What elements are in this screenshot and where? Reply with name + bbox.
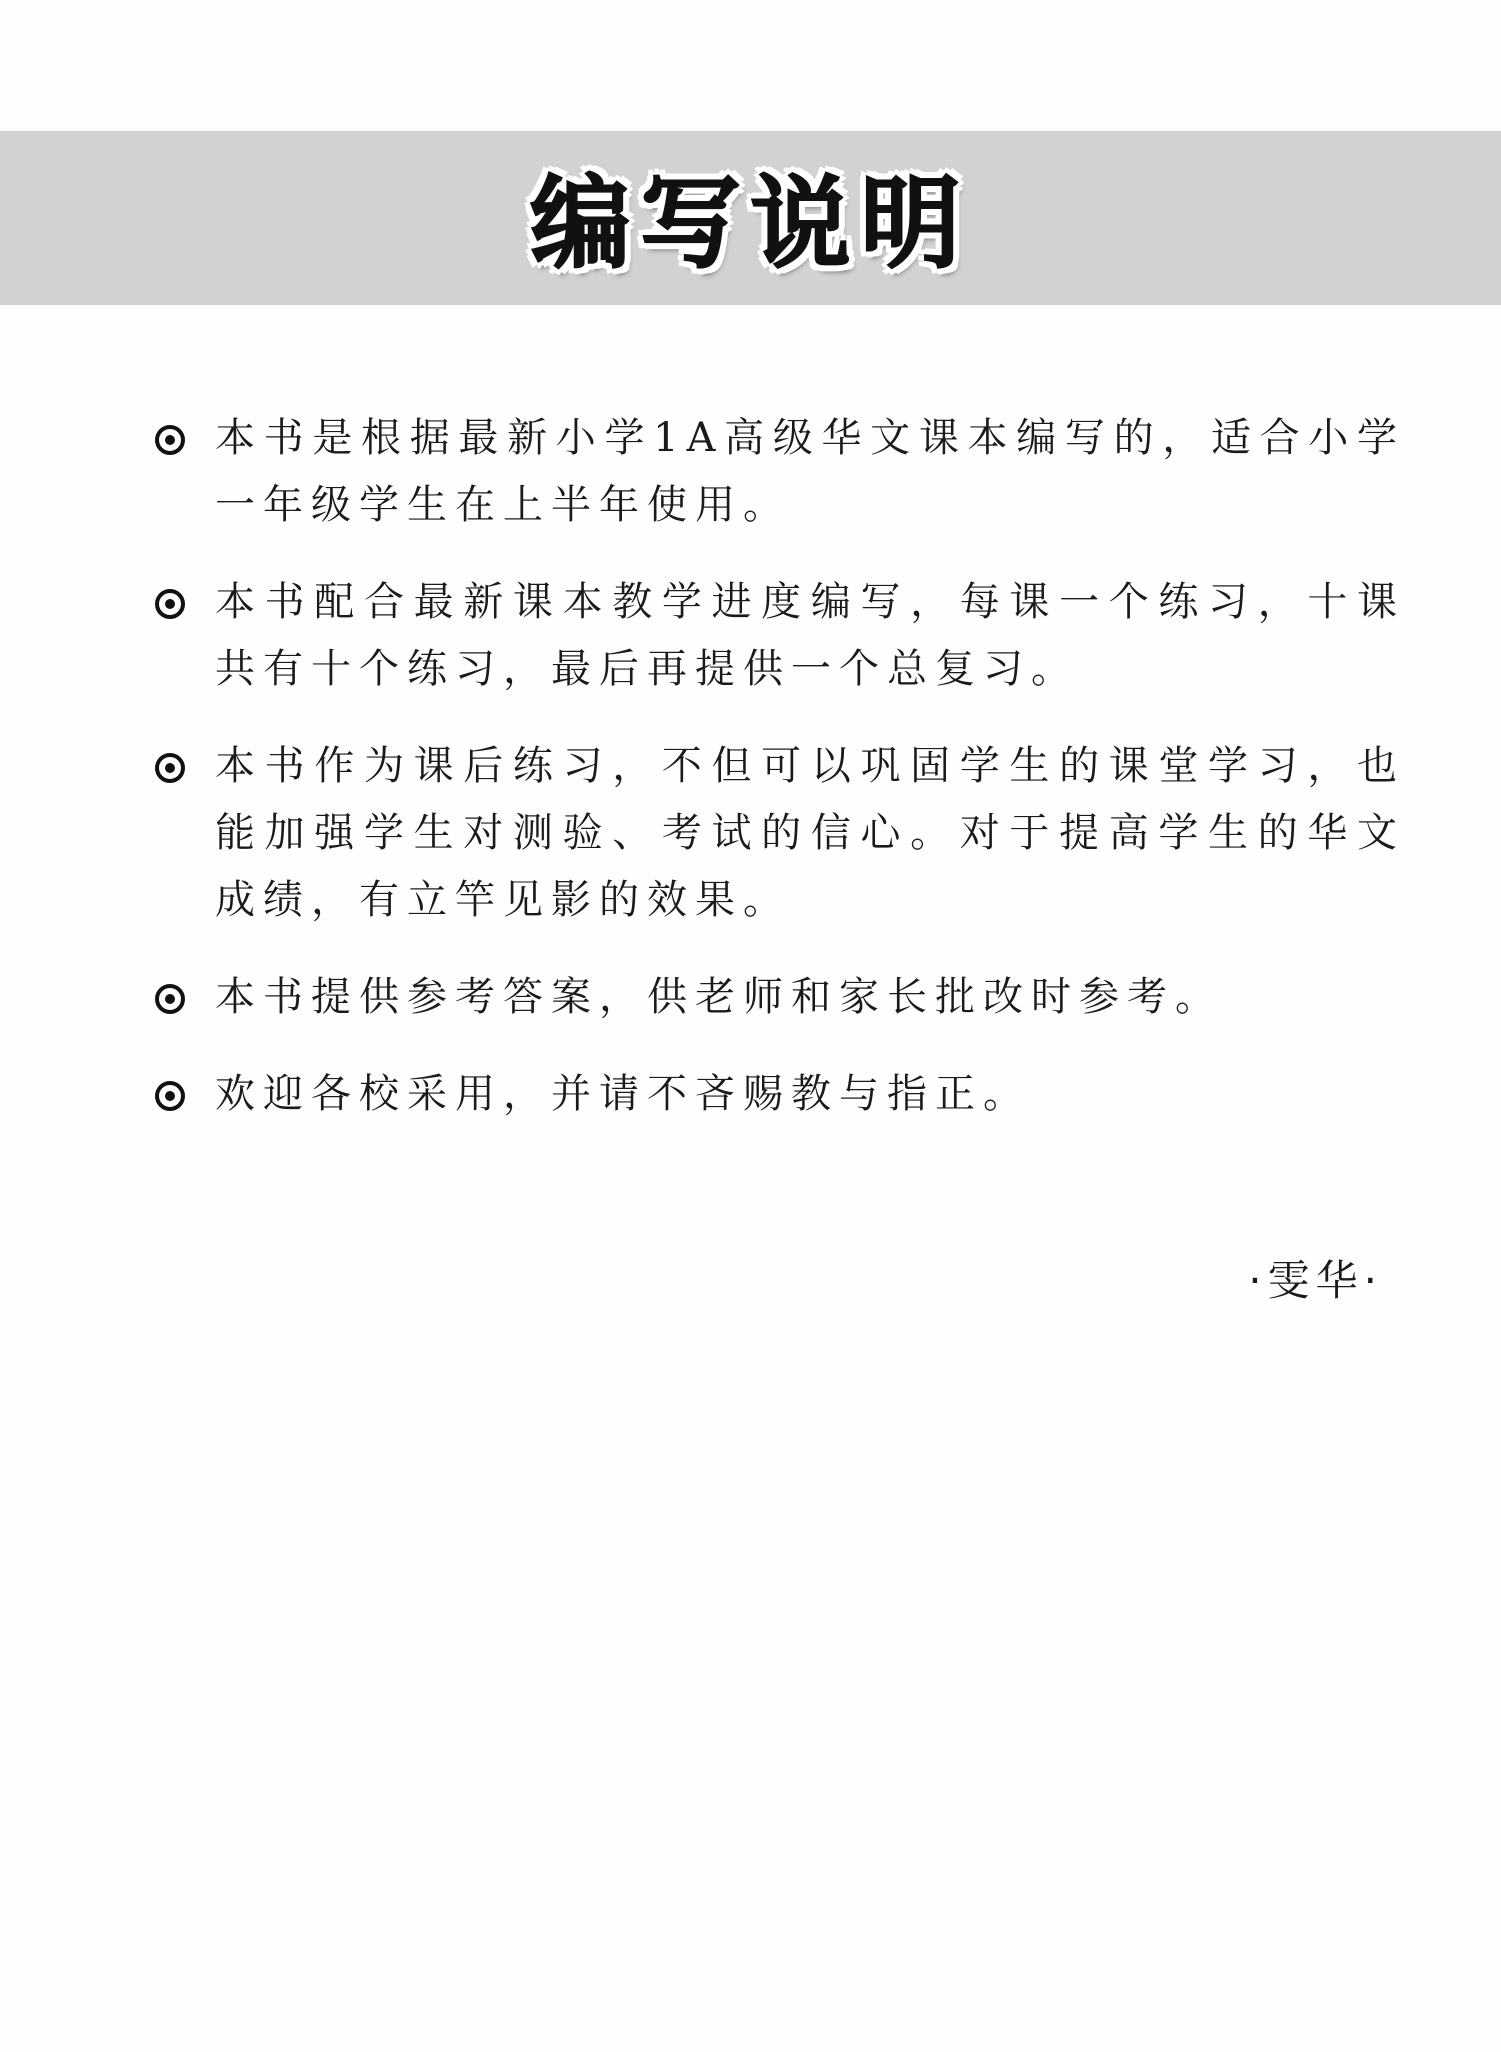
list-item-text: 本书是根据最新小学1A高级华文课本编写的，适合小学一年级学生在上半年使用。 bbox=[215, 415, 1405, 528]
list-item-text: 本书提供参考答案，供老师和家长批改时参考。 bbox=[215, 974, 1223, 1020]
instruction-list bbox=[155, 405, 1405, 1158]
list-item bbox=[155, 1061, 1405, 1128]
circled-dot-icon bbox=[155, 425, 185, 455]
list-item bbox=[155, 569, 1405, 703]
list-item-text: 欢迎各校采用，并请不吝赐教与指正。 bbox=[215, 1071, 1031, 1117]
circled-dot-icon bbox=[155, 984, 185, 1014]
page-title: 编写说明 bbox=[530, 165, 971, 282]
circled-dot-icon bbox=[155, 589, 185, 619]
list-item bbox=[155, 733, 1405, 934]
list-item-text: 本书配合最新课本教学进度编写，每课一个练习，十课共有十个练习，最后再提供一个总复习。 bbox=[215, 579, 1405, 692]
list-item-text: 本书作为课后练习，不但可以巩固学生的课堂学习，也能加强学生对测验、考试的信心。对于提高学生的华文成绩，有立竿见影的效果。 bbox=[215, 743, 1405, 923]
title-banner bbox=[0, 131, 1501, 305]
author-signature: ·雯华· bbox=[1248, 1256, 1383, 1305]
list-item bbox=[155, 964, 1405, 1031]
circled-dot-icon bbox=[155, 753, 185, 783]
circled-dot-icon bbox=[155, 1081, 185, 1111]
list-item bbox=[155, 405, 1405, 539]
